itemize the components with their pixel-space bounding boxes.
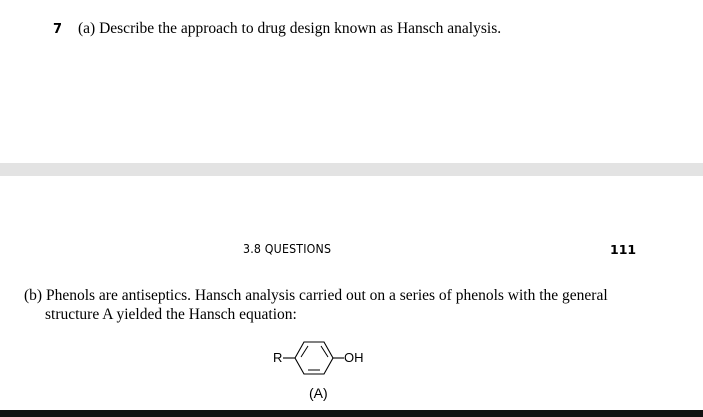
structure-label: (A): [309, 385, 328, 401]
double-bond-1: [301, 346, 308, 357]
phenol-structure-diagram: [268, 338, 388, 378]
bottom-border: [0, 410, 703, 417]
question-number: 7: [53, 22, 63, 37]
substituent-oh-label: OH: [344, 350, 364, 365]
question-7b-line-2: structure A yielded the Hansch equation:: [45, 306, 297, 323]
question-7a-text: (a) Describe the approach to drug design known as Hansch analysis.: [78, 20, 502, 37]
page-break-divider: [0, 163, 703, 176]
running-head-section: 3.8 QUESTIONS: [243, 242, 332, 256]
question-7b-line-1: (b) Phenols are antiseptics. Hansch analysis carried out on a series of phenols with the general: [24, 287, 608, 304]
question-7b: [24, 286, 664, 324]
page-number: 111: [610, 242, 637, 257]
question-7: [53, 19, 501, 40]
benzene-ring: [295, 342, 333, 374]
substituent-r-label: R: [273, 350, 283, 365]
benzene-ring-structure: [268, 338, 388, 378]
